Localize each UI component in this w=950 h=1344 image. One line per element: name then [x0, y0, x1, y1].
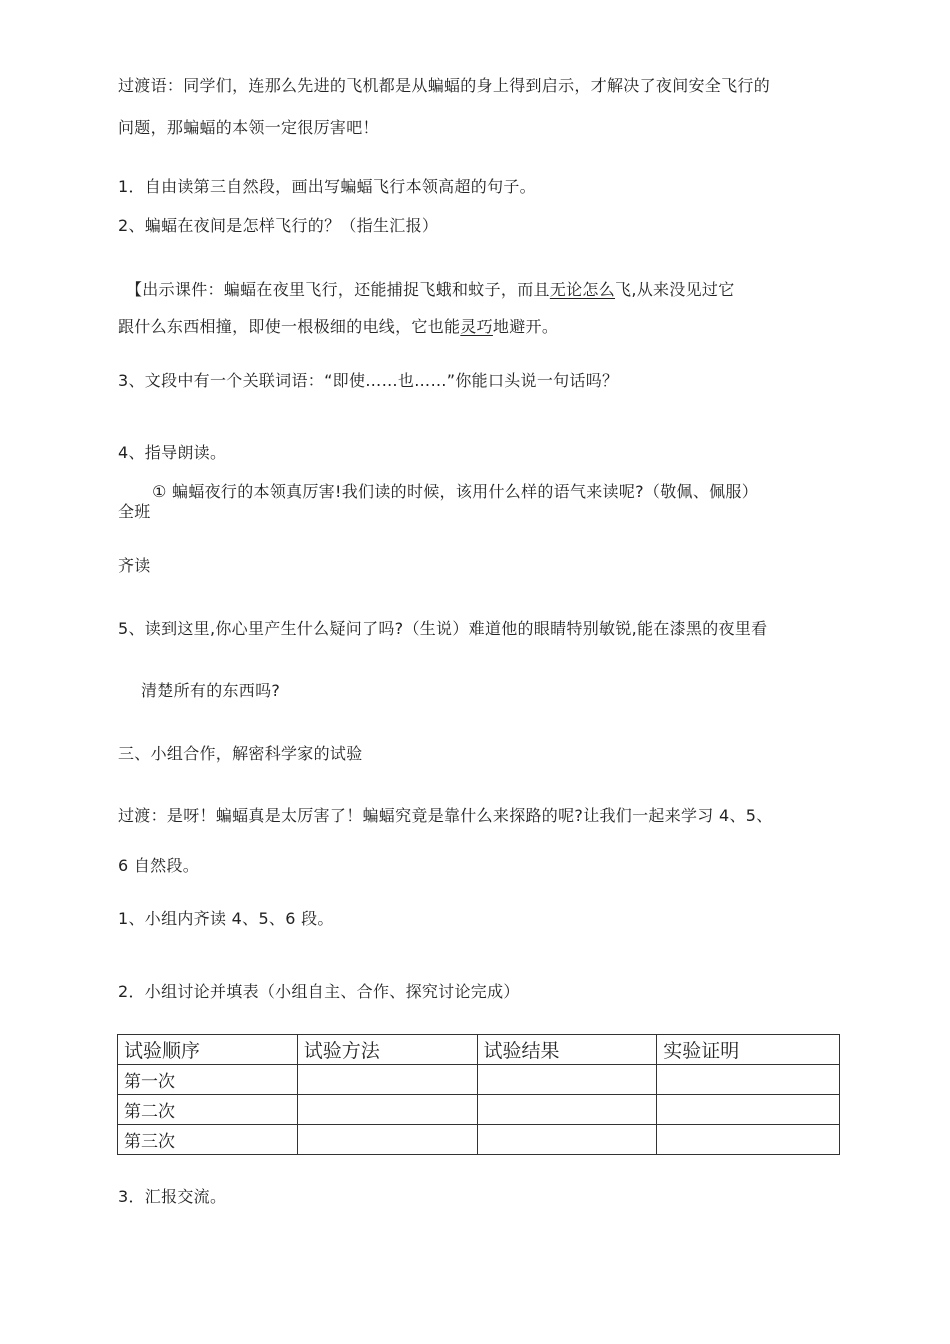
header-order: 试验顺序 [118, 1035, 298, 1065]
table-row [118, 1065, 840, 1095]
table-cell-result[interactable] [477, 1065, 657, 1095]
transition-paragraph-line-1: 过渡语：同学们，连那么先进的飞机都是从蝙蝠的身上得到启示，才解决了夜间安全飞行的 [118, 76, 771, 95]
reading-guide-line-2: 全班 [118, 502, 151, 521]
courseware-text-c: 飞,从来没见过它 [615, 280, 735, 299]
courseware-text-d: 跟什么东西相撞，即使一根极细的电线，它也能 [118, 317, 461, 336]
step-2-text: 2．小组讨论并填表（小组自主、合作、探究讨论完成） [118, 982, 520, 1001]
header-result: 试验结果 [477, 1035, 657, 1065]
item-5-line-1: 5、读到这里,你心里产生什么疑问了吗?（生说）难道他的眼睛特别敏锐,能在漆黑的夜里看 [118, 619, 768, 638]
table-cell-result[interactable] [477, 1095, 657, 1125]
courseware-underlined-lingqiao: 灵巧 [460, 317, 493, 336]
table-cell-order: 第三次 [118, 1125, 298, 1155]
table-cell-method[interactable] [297, 1125, 477, 1155]
courseware-line-2 [118, 317, 558, 337]
courseware-underlined-wulun: 无论怎么 [549, 280, 616, 299]
courseware-text-f: 地避开。 [492, 317, 559, 336]
table-header-row [118, 1035, 840, 1065]
experiment-table [117, 1034, 840, 1155]
table-row [118, 1125, 840, 1155]
header-method: 试验方法 [297, 1035, 477, 1065]
table-cell-order: 第一次 [118, 1065, 298, 1095]
table-cell-proof[interactable] [657, 1095, 840, 1125]
item-1-text: 1．自由读第三自然段，画出写蝙蝠飞行本领高超的句子。 [118, 177, 536, 196]
transition-paragraph-line-2: 问题，那蝙蝠的本领一定很厉害吧！ [118, 118, 379, 137]
item-5-line-2: 清楚所有的东西吗? [141, 681, 281, 700]
table-cell-result[interactable] [477, 1125, 657, 1155]
table-cell-method[interactable] [297, 1065, 477, 1095]
item-3-text: 3、文段中有一个关联词语：“即使……也……”你能口头说一句话吗？ [118, 371, 619, 390]
transition-2-line-2: 6 自然段。 [118, 856, 200, 875]
courseware-text-a: 【出示课件：蝙蝠在夜里飞行，还能捕捉飞蛾和蚊子，而且 [126, 280, 550, 299]
header-proof: 实验证明 [657, 1035, 840, 1065]
section-3-heading: 三、小组合作，解密科学家的试验 [118, 744, 363, 763]
table-cell-proof[interactable] [657, 1065, 840, 1095]
table-cell-proof[interactable] [657, 1125, 840, 1155]
reading-guide-line-1: ① 蝙蝠夜行的本领真厉害!我们读的时候，该用什么样的语气来读呢?（敬佩、佩服） [152, 482, 759, 501]
step-1-text: 1、小组内齐读 4、5、6 段。 [118, 909, 334, 928]
table-cell-order: 第二次 [118, 1095, 298, 1125]
courseware-line-1 [126, 280, 735, 300]
table-cell-method[interactable] [297, 1095, 477, 1125]
reading-guide-line-3: 齐读 [118, 556, 151, 575]
table-row [118, 1095, 840, 1125]
item-4-text: 4、指导朗读。 [118, 443, 227, 462]
item-2-text: 2、蝙蝠在夜间是怎样飞行的？（指生汇报） [118, 216, 439, 235]
transition-2-line-1: 过渡：是呀！蝙蝠真是太厉害了！蝙蝠究竟是靠什么来探路的呢?让我们一起来学习 4、5、 [118, 806, 773, 825]
step-3-text: 3．汇报交流。 [118, 1187, 227, 1206]
